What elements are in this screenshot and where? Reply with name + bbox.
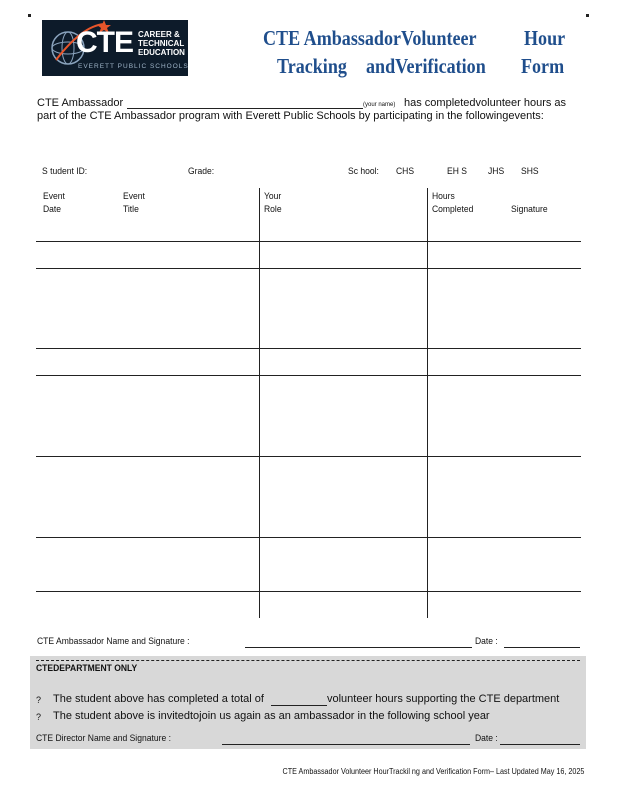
director-date-label: Date :	[475, 733, 498, 744]
intro-line2: part of the CTE Ambassador program with Everett Public Schools by participating in the followingevents:	[37, 110, 544, 122]
ambassador-signature-label: CTE Ambassador Name and Signature :	[37, 636, 190, 647]
table-row-line	[36, 591, 581, 592]
table-row-line	[36, 537, 581, 538]
table-row-line	[36, 268, 581, 269]
header-hours: Hours Completed	[432, 191, 474, 215]
logo-subtitle: EVERETT PUBLIC SCHOOLS	[78, 63, 189, 70]
director-signature-label: CTE Director Name and Signature :	[36, 733, 171, 744]
ambassador-date-field[interactable]	[504, 647, 580, 648]
table-column-divider	[259, 188, 260, 618]
school-option-chs[interactable]: CHS	[396, 166, 415, 177]
form-title: Hour	[524, 26, 566, 50]
total-hours-field[interactable]	[271, 705, 327, 706]
ambassador-date-label: Date :	[475, 636, 498, 647]
table-row-line	[36, 375, 581, 376]
name-hint: (your name)	[363, 102, 396, 108]
grade-label: Grade:	[188, 166, 215, 177]
bullet-icon: ?	[36, 712, 42, 722]
student-id-label: S tudent ID:	[42, 166, 88, 177]
logo-text: CAREER &	[138, 30, 180, 39]
ambassador-signature-field[interactable]	[245, 647, 472, 648]
form-title: Tracking	[277, 54, 347, 78]
table-row-line	[36, 456, 581, 457]
header-event-title: Event Title	[123, 191, 145, 215]
school-option-jhs[interactable]: JHS	[488, 166, 505, 177]
school-label: Sc hool:	[348, 166, 379, 177]
department-heading: CTEDEPARTMENT ONLY	[36, 663, 138, 674]
director-date-field[interactable]	[500, 744, 580, 745]
cte-logo	[42, 20, 188, 76]
intro-prefix: CTE Ambassador	[37, 97, 124, 109]
table-row-line	[36, 241, 581, 242]
header-event-date: Event Date	[43, 191, 65, 215]
logo-mark: CTE	[76, 26, 133, 59]
logo-text: EDUCATION	[138, 48, 185, 57]
form-footer	[249, 767, 584, 776]
ambassador-name-field[interactable]	[127, 108, 363, 109]
section-divider	[36, 660, 580, 661]
dept-line1-b: volunteer hours supporting the CTE department	[327, 693, 560, 705]
intro-suffix: has completedvolunteer hours as	[404, 97, 567, 109]
form-title: CTE AmbassadorVolunteer	[263, 26, 477, 50]
header-role: Your Role	[264, 191, 282, 215]
logo-text: TECHNICAL	[138, 39, 185, 48]
dept-line1-a: The student above has completed a total of	[53, 693, 264, 705]
corner-mark	[28, 14, 31, 17]
form-title: Form	[521, 54, 565, 78]
school-option-shs[interactable]: SHS	[521, 166, 539, 177]
bullet-icon: ?	[36, 695, 42, 705]
table-column-divider	[427, 188, 428, 618]
director-signature-field[interactable]	[222, 744, 470, 745]
form-title: andVerification	[366, 54, 486, 78]
school-option-ehs[interactable]: EH S	[447, 166, 467, 177]
table-row-line	[36, 348, 581, 349]
corner-mark	[586, 14, 589, 17]
footer-text: CTE Ambassador Volunteer HourTrackil ng and Verification Form– Last Updated May 16, 2025	[282, 767, 584, 776]
dept-line2: The student above is invitedtojoin us again as an ambassador in the following school year	[53, 710, 490, 722]
header-signature: Signature	[511, 204, 548, 215]
